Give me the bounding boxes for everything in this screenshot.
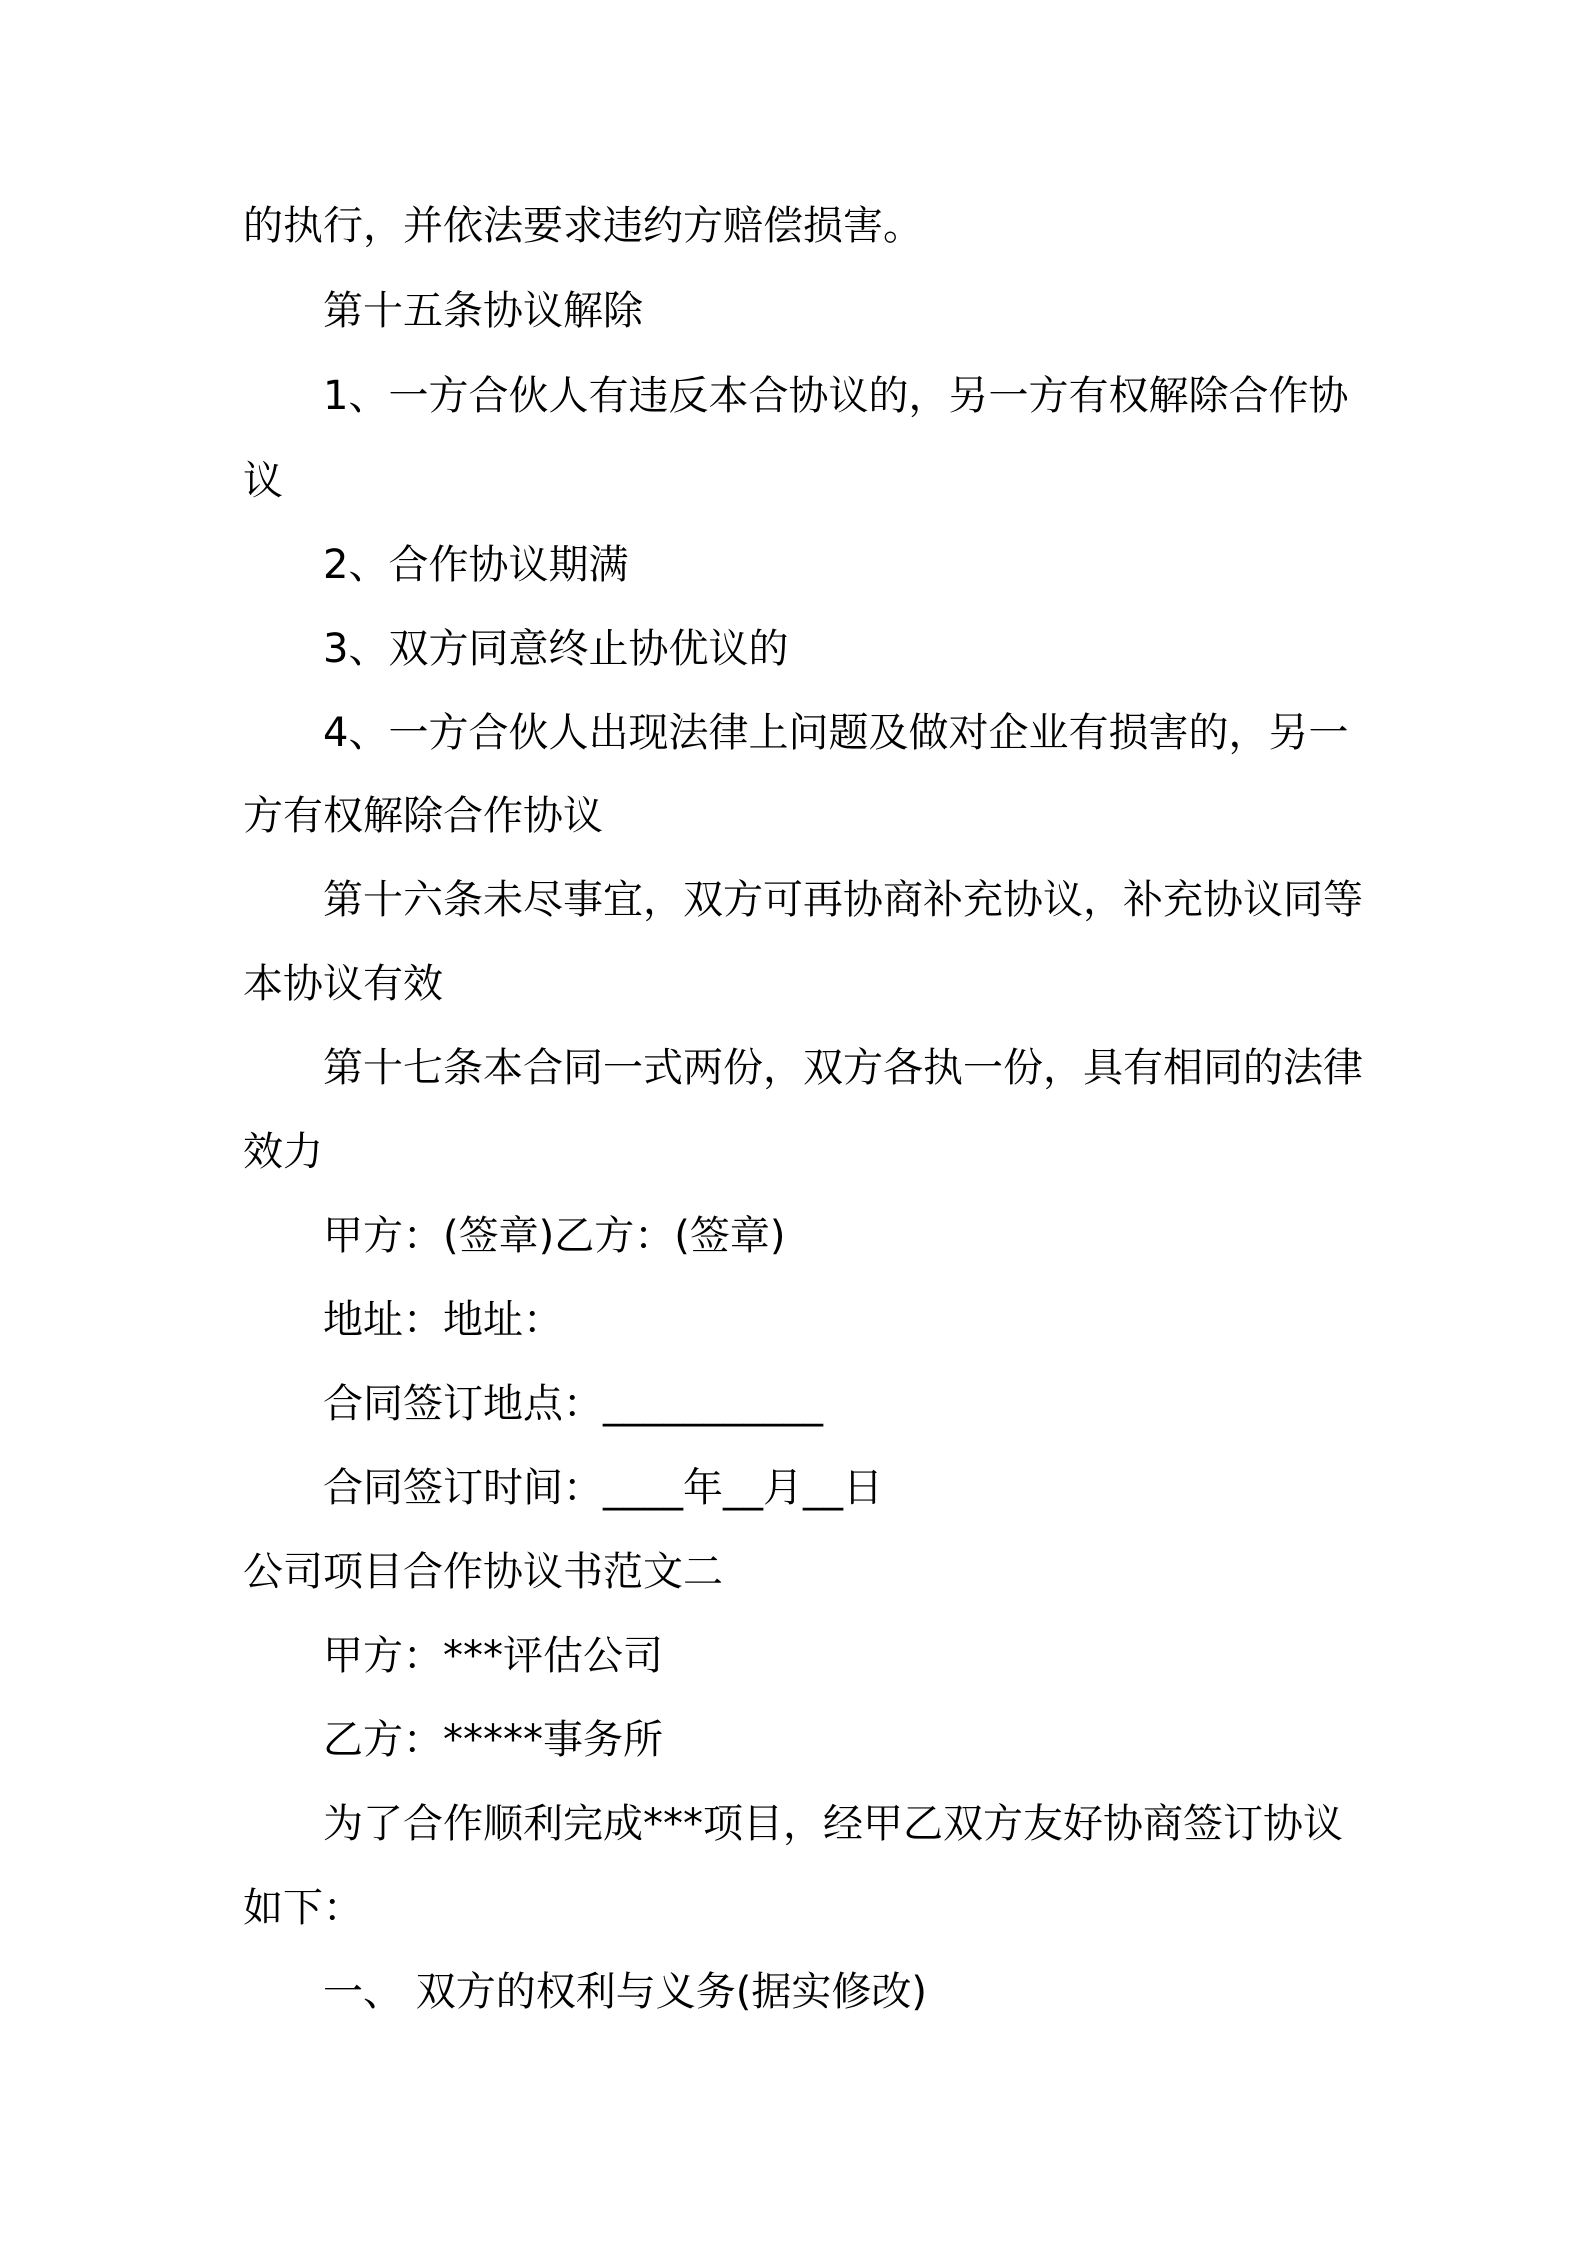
article-15-item-3: 3、双方同意终止协优议的 [323,626,789,672]
article-15-item-1-continuation: 议 [243,458,283,504]
preamble-continuation: 如下： [243,1885,363,1931]
preamble-paragraph: 为了合作顺利完成***项目，经甲乙双方友好协商签订协议 [323,1801,1343,1847]
article-15-item-4-continuation: 方有权解除合作协议 [243,793,603,839]
party-b-line: 乙方：*****事务所 [323,1717,663,1763]
signing-location-line: 合同签订地点：___________ [323,1381,823,1427]
article-16: 第十六条未尽事宜，双方可再协商补充协议，补充协议同等 [323,877,1363,923]
section-title-sample-two: 公司项目合作协议书范文二 [243,1549,723,1595]
signing-date-line: 合同签订时间：____年__月__日 [323,1465,883,1511]
address-line: 地址：地址： [323,1297,563,1343]
paragraph-continuation: 的执行，并依法要求违约方赔偿损害。 [243,203,923,249]
signature-line: 甲方：(签章)乙方：(签章) [323,1213,786,1259]
article-15-heading: 第十五条协议解除 [323,288,643,334]
article-15-item-4: 4、一方合伙人出现法律上问题及做对企业有损害的，另一 [323,710,1349,756]
article-17: 第十七条本合同一式两份，双方各执一份，具有相同的法律 [323,1045,1363,1091]
article-16-continuation: 本协议有效 [243,961,443,1007]
section-one-heading: 一、 双方的权利与义务(据实修改) [323,1969,927,2015]
article-15-item-2: 2、合作协议期满 [323,542,629,588]
party-a-line: 甲方：***评估公司 [323,1633,663,1679]
article-15-item-1: 1、一方合伙人有违反本合协议的，另一方有权解除合作协 [323,373,1349,419]
article-17-continuation: 效力 [243,1129,323,1175]
